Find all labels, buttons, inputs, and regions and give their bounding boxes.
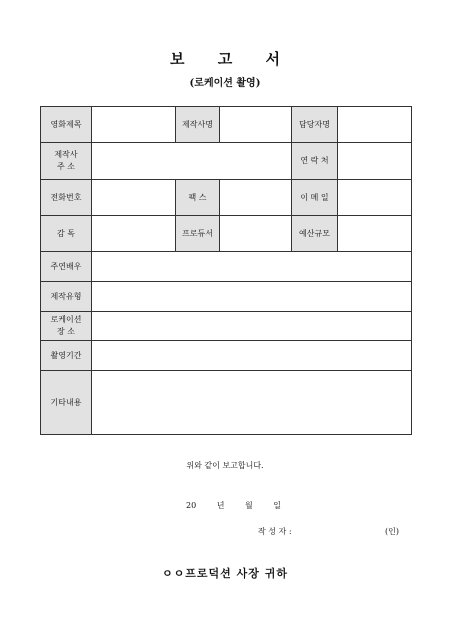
field-contact[interactable] [338, 143, 412, 180]
field-producer[interactable] [220, 216, 292, 252]
field-budget[interactable] [338, 216, 412, 252]
label-company-address: 제작사 주 소 [41, 143, 92, 180]
form-row-other [41, 371, 412, 435]
author-label: 작 성 자 : [258, 527, 292, 536]
field-fax[interactable] [220, 180, 292, 216]
form-row-phone [41, 180, 412, 216]
label-director: 감 독 [41, 216, 92, 252]
form-row-production-type [41, 282, 412, 312]
form-row-title [41, 107, 412, 143]
field-production-type[interactable] [92, 282, 412, 312]
label-manager-name: 담당자명 [292, 107, 338, 143]
label-shooting-period: 촬영기간 [41, 341, 92, 371]
label-contact: 연 락 처 [292, 143, 338, 180]
recipient-line: ㅇㅇ프로덕션 사장 귀하 [162, 567, 288, 580]
field-shooting-period[interactable] [92, 341, 412, 371]
field-other-details[interactable] [92, 371, 412, 435]
label-lead-actors: 주연배우 [41, 252, 92, 282]
field-director[interactable] [92, 216, 176, 252]
form-row-location [41, 312, 412, 341]
label-location: 로케이션 장 소 [41, 312, 92, 341]
field-email[interactable] [338, 180, 412, 216]
date-year: 20 [186, 501, 197, 510]
label-production-type: 제작유형 [41, 282, 92, 312]
field-movie-title[interactable] [92, 107, 176, 143]
label-fax: 팩 스 [176, 180, 220, 216]
date-year-unit: 년 [216, 501, 225, 510]
label-other-details: 기타내용 [41, 371, 92, 435]
seal-label: (인) [385, 527, 399, 536]
field-lead-actors[interactable] [92, 252, 412, 282]
document-title: 보 고 서 [170, 50, 294, 68]
label-budget: 예산규모 [292, 216, 338, 252]
field-manager-name[interactable] [338, 107, 412, 143]
confirmation-text: 위와 같이 보고합니다. [186, 461, 264, 470]
label-movie-title: 영화제목 [41, 107, 92, 143]
label-phone: 전화번호 [41, 180, 92, 216]
document-subtitle: (로케이션 촬영) [189, 78, 261, 89]
date-month-unit: 월 [245, 501, 253, 510]
field-company-address[interactable] [92, 143, 292, 180]
label-producer: 프로듀서 [176, 216, 220, 252]
label-production-company: 제작사명 [176, 107, 220, 143]
date-day-unit: 일 [273, 501, 282, 510]
form-row-actors [41, 252, 412, 282]
form-row-period [41, 341, 412, 371]
form-row-address [41, 143, 412, 180]
field-phone[interactable] [92, 180, 176, 216]
field-production-company[interactable] [220, 107, 292, 143]
field-location[interactable] [92, 312, 412, 341]
report-date [186, 500, 299, 511]
form-row-director [41, 216, 412, 252]
report-form-table [40, 106, 412, 435]
label-email: 이 메 일 [292, 180, 338, 216]
